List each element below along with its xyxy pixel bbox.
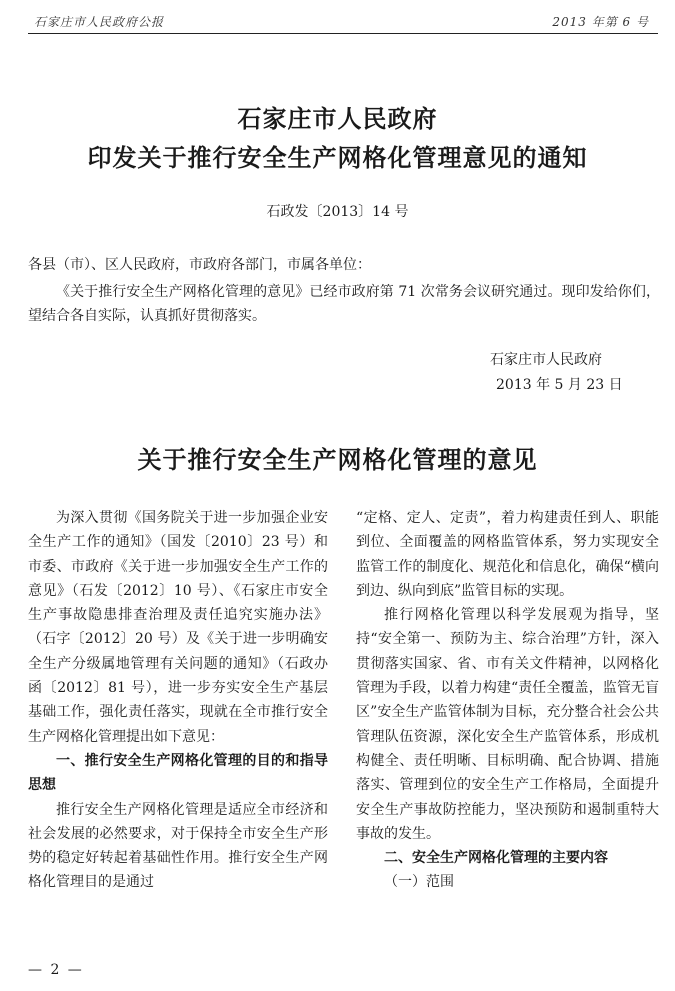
notice-title-line2: 印发关于推行安全生产网格化管理意见的通知 <box>87 144 588 172</box>
notice-body: 《关于推行安全生产网格化管理的意见》已经市政府第 71 次常务会议研究通过。现印发给你们，望结合各自实际，认真抓好贯彻落实。 <box>28 284 660 324</box>
section-heading-1: 一、推行安全生产网格化管理的目的和指导思想 <box>28 752 328 794</box>
continued-paragraph: “定格、定人、定责”，着力构建责任到人、职能到位、全面覆盖的网格监管体系，努力实现安全监管工作的制度化、规范化和信息化，确保“横向到边、纵向到底”监管目标的实现。 <box>356 510 659 599</box>
signature-organization: 石家庄市人民政府 <box>490 352 602 368</box>
notice-title-line1: 石家庄市人民政府 <box>237 105 438 133</box>
page-number: — 2 — <box>28 962 84 978</box>
issue-number: 2013 年第 6 号 <box>552 15 649 29</box>
intro-paragraph: 为深入贯彻《国务院关于进一步加强企业安全生产工作的通知》（国发〔2010〕23 号）和市委、市政府《关于进一步加强安全生产工作的意见》（石发〔2012〕10 号）、《石家庄市安全生产事故隐患排查治理及责任追究实施办法》（石字〔2012〕20 号）及《关于进一步明确安全生产分级属地管理有关问题的通知》（石政办函〔2012〕81 号），进一步夯实安全生产基层基础工作，强化责任落实，现就在全市推行安全生产网格化管理提出如下意见： <box>28 510 328 745</box>
page-header <box>28 10 653 30</box>
document-number: 石政发〔2013〕14 号 <box>266 204 409 220</box>
header-rule <box>28 33 658 34</box>
signature-date: 2013 年 5 月 23 日 <box>496 377 623 393</box>
section-heading-2: 二、安全生产网格化管理的主要内容 <box>384 850 608 867</box>
right-column <box>356 506 659 895</box>
publication-name: 石家庄市人民政府公报 <box>34 15 165 29</box>
left-column <box>28 506 328 895</box>
guiding-paragraph: 推行网格化管理以科学发展观为指导，坚持“安全第一、预防为主、综合治理”方针，深入贯彻落实国家、省、市有关文件精神，以网格化管理为手段，以着力构建“责任全覆盖，监管无盲区”安全生产监管体制为目标，充分整合社会公共管理队伍资源，深化安全生产监管体系，形成机构健全、责任明晰、目标明确、配合协调、措施落实、管理到位的安全生产工作格局，全面提升安全生产事故防控能力，坚决预防和遏制重特大事故的发生。 <box>356 607 659 842</box>
addressee: 各县（市）、区人民政府，市政府各部门，市属各单位： <box>28 257 371 273</box>
section1-paragraph: 推行安全生产网格化管理是适应全市经济和社会发展的必然要求，对于保持全市安全生产形势的稳定好转起着基础性作用。推行安全生产网格化管理目的是通过 <box>28 801 328 891</box>
subsection-scope: （一）范围 <box>384 874 454 891</box>
opinion-title: 关于推行安全生产网格化管理的意见 <box>137 446 538 474</box>
